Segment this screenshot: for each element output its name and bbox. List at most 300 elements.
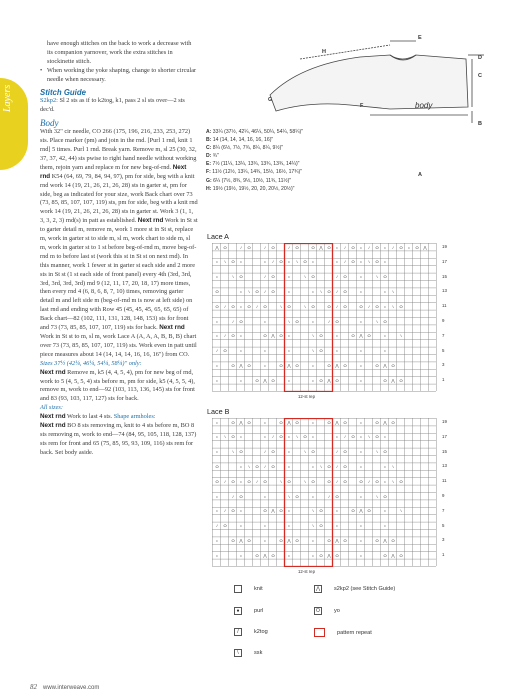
- bullet-yoke: • When working the yoke shaping, change to shorter circular needle when necessary.: [40, 67, 198, 85]
- chart-stitch: •: [384, 333, 386, 339]
- chart-stitch: O: [343, 419, 347, 425]
- chart-stitch: /: [368, 244, 370, 250]
- measurement-e: [206, 160, 506, 168]
- legend-yo: [314, 607, 340, 615]
- schematic-diagram: [240, 35, 500, 127]
- body-text-c: Work in St st to garter detail m, remove m, work 1 more st in St st, replace m, work in garter st to side m, sl m, work chart to side m, sl m, work in garter st to 1 st before beg-of-rnd m, move beg-of-rnd m to before last st (work this st in St st on next rnd). In this manner, work 1 fewer st in garter st each side and 2 more sts in St st (1 st each side of front panel) every 4th (3rd, 3rd, 3rd, 3rd, 3rd, 3rd) rnd 9 (12, 11, 17, 20, 18, 17) more times, then every rnd 4 (6, 8, 6, 8, 7, 10) times, removing garter detail m and left side m (beg-of-rnd m is now at left side) on last rnd and ending with Row 45 (45, 45, 45, 65, 65, 65) of Back chart—82 (102, 111, 131, 128, 148, 153) sts for front and 73 (73, 85, 85, 107, 107, 119) sts for back.: [40, 217, 198, 332]
- next-rnd-2: Next rnd: [137, 217, 164, 225]
- chart-stitch: O: [311, 478, 315, 484]
- row-number: 3: [442, 537, 445, 543]
- chart-stitch: O: [343, 537, 347, 543]
- stitch-guide-heading: Stitch Guide: [40, 87, 86, 97]
- legend-ssk-label: ssk: [254, 650, 263, 656]
- chart-stitch: •: [240, 303, 242, 309]
- chart-stitch: \: [232, 449, 234, 455]
- chart-stitch: ⋀: [239, 362, 243, 368]
- chart-stitch: O: [231, 537, 235, 543]
- legend-purl: [234, 607, 263, 615]
- chart-stitch: •: [312, 419, 314, 425]
- chart-stitch: •: [336, 259, 338, 265]
- chart-stitch: O: [287, 478, 291, 484]
- next-rnd-4: Next rnd: [40, 368, 66, 376]
- all-sizes-lead: Work to last 4 sts.: [67, 413, 113, 421]
- chart-stitch: ⋀: [287, 419, 291, 425]
- chart-stitch: •: [360, 552, 362, 558]
- chart-stitch: O: [271, 377, 275, 383]
- chart-stitch: O: [375, 303, 379, 309]
- chart-stitch: O: [343, 288, 347, 294]
- chart-stitch: •: [384, 463, 386, 469]
- next-rnd-6: Next rnd: [40, 422, 66, 430]
- chart-stitch: •: [312, 318, 314, 324]
- chart-stitch: •: [384, 478, 386, 484]
- chart-stitch: O: [271, 463, 275, 469]
- chart-stitch: /: [336, 303, 338, 309]
- chart-stitch: O: [351, 244, 355, 250]
- chart-stitch: O: [391, 419, 395, 425]
- meas-key-e: E:: [206, 161, 212, 168]
- chart-stitch: O: [263, 333, 267, 339]
- chart-stitch: O: [215, 463, 219, 469]
- legend-k2tog: [234, 628, 268, 636]
- legend-knit-label: knit: [254, 586, 263, 592]
- chart-stitch: O: [311, 274, 315, 280]
- chart-stitch: O: [295, 318, 299, 324]
- chart-stitch: O: [327, 463, 331, 469]
- chart-stitch: \: [232, 274, 234, 280]
- chart-stitch: \: [368, 259, 370, 265]
- chart-stitch: /: [344, 434, 346, 440]
- chart-stitch: O: [415, 244, 419, 250]
- body-text-b: K54 (64, 69, 79, 84, 94, 97), pm for side, beg with a knit rnd work 14 (19, 21, 26, 21, 26, 28) sts in garter st, pm for side, beg as indicated for your size, work Back chart over 73 (73, 85, 85, 107, 107, 119) sts, pm for side, beg with a knit rnd work 14 (19, 21, 26, 21, 26, 28) sts in garter st. Work 3 (1, 1, 3, 3, 2, 3) rnd(s) in patt as established.: [40, 172, 198, 225]
- chart-stitch: \: [320, 463, 322, 469]
- chart-stitch: /: [336, 274, 338, 280]
- repeat-label: 12-st rep: [298, 569, 315, 574]
- chart-stitch: •: [240, 434, 242, 440]
- chart-stitch: O: [255, 377, 259, 383]
- label-e: E: [418, 35, 422, 41]
- chart-stitch: O: [239, 493, 243, 499]
- row-number: 11: [442, 478, 447, 484]
- legend-knit: [234, 585, 263, 593]
- chart-stitch: •: [312, 288, 314, 294]
- chart-stitch: ⋀: [287, 362, 291, 368]
- chart-stitch: O: [383, 449, 387, 455]
- chart-stitch: /: [344, 259, 346, 265]
- chart-stitch: /: [224, 303, 226, 309]
- s2kp2-symbol: ⋀: [315, 586, 321, 592]
- chart-stitch: ⋀: [327, 377, 331, 383]
- sizes-para: [40, 369, 198, 405]
- shape-armholes: Shape armholes:: [113, 413, 156, 421]
- chart-stitch: O: [215, 303, 219, 309]
- chart-stitch: O: [383, 377, 387, 383]
- s2kp2-definition: [40, 97, 198, 115]
- chart-stitch: •: [240, 377, 242, 383]
- meas-key-c: C:: [206, 145, 212, 152]
- chart-stitch: O: [231, 434, 235, 440]
- chart-stitch: \: [312, 508, 314, 514]
- chart-stitch: O: [375, 259, 379, 265]
- row-number: 11: [442, 303, 447, 309]
- chart-stitch: /: [216, 348, 218, 354]
- body-para-1: [40, 128, 198, 360]
- chart-stitch: O: [375, 244, 379, 250]
- chart-stitch: \: [376, 274, 378, 280]
- chart-stitch: O: [263, 478, 267, 484]
- chart-stitch: O: [239, 449, 243, 455]
- chart-stitch: ⋀: [383, 537, 387, 543]
- chart-stitch: O: [375, 419, 379, 425]
- row-number: 1: [442, 552, 445, 558]
- lace-b-chart: [212, 418, 460, 578]
- chart-stitch: /: [328, 318, 330, 324]
- chart-stitch: •: [288, 434, 290, 440]
- chart-stitch: O: [391, 362, 395, 368]
- chart-stitch: O: [327, 244, 331, 250]
- meas-val-d: ¾": [212, 153, 219, 160]
- chart-stitch: •: [384, 259, 386, 265]
- lace-a-chart: [212, 243, 460, 403]
- chart-stitch: /: [288, 244, 290, 250]
- chart-stitch: O: [383, 274, 387, 280]
- chart-stitch: O: [359, 478, 363, 484]
- chart-stitch: /: [392, 244, 394, 250]
- chart-stitch: •: [360, 434, 362, 440]
- chart-stitch: \: [248, 463, 250, 469]
- chart-stitch: O: [279, 333, 283, 339]
- label-d: D: [478, 55, 482, 61]
- chart-stitch: \: [280, 303, 282, 309]
- meas-key-a: A:: [206, 129, 212, 135]
- chart-stitch: O: [239, 318, 243, 324]
- chart-stitch: O: [255, 552, 259, 558]
- meas-key-b: B:: [206, 137, 212, 144]
- chart-stitch: O: [231, 419, 235, 425]
- row-number: 17: [442, 433, 447, 439]
- chart-stitch: /: [344, 244, 346, 250]
- chart-stitch: •: [336, 523, 338, 529]
- footer-url: www.interweave.com: [43, 685, 100, 691]
- chart-stitch: O: [319, 523, 323, 529]
- chart-stitch: •: [288, 523, 290, 529]
- chart-stitch: O: [311, 303, 315, 309]
- repeat-symbol: [314, 628, 325, 637]
- chart-stitch: •: [288, 552, 290, 558]
- chart-stitch: O: [231, 478, 235, 484]
- chart-stitch: \: [312, 333, 314, 339]
- chart-stitch: •: [264, 362, 266, 368]
- chart-stitch: O: [247, 478, 251, 484]
- meas-key-f: F:: [206, 169, 211, 176]
- lace-b-title: Lace B: [207, 407, 230, 416]
- chart-stitch: /: [336, 449, 338, 455]
- chart-stitch: ⋀: [423, 244, 427, 250]
- chart-stitch: O: [327, 478, 331, 484]
- legend-repeat: [314, 628, 372, 637]
- chart-stitch: •: [288, 288, 290, 294]
- instructions-column: [40, 40, 198, 458]
- chart-stitch: •: [336, 434, 338, 440]
- chart-stitch: O: [255, 463, 259, 469]
- chart-stitch: /: [272, 434, 274, 440]
- knit-symbol: [234, 585, 242, 593]
- chart-stitch: •: [264, 348, 266, 354]
- chart-stitch: ⋀: [335, 537, 339, 543]
- chart-stitch: O: [231, 303, 235, 309]
- chart-stitch: •: [264, 318, 266, 324]
- row-number: 5: [442, 522, 445, 528]
- sizes-only-heading: Sizes 37½ (42¼, 46¼, 54¼, 58¼)" only:: [40, 359, 142, 367]
- chart-stitch: ⋀: [271, 333, 275, 339]
- row-number: 9: [442, 493, 445, 498]
- row-number: 13: [442, 463, 447, 469]
- section-tab: [0, 78, 28, 170]
- legend-s2kp2-label: s2kp2 (see Stitch Guide): [334, 586, 396, 592]
- chart-stitch: O: [359, 303, 363, 309]
- chart-stitch: /: [368, 303, 370, 309]
- chart-stitch: O: [287, 303, 291, 309]
- chart-stitch: O: [343, 478, 347, 484]
- chart-stitch: \: [320, 288, 322, 294]
- chart-stitch: \: [248, 288, 250, 294]
- chart-stitch: •: [288, 274, 290, 280]
- chart-stitch: /: [216, 523, 218, 529]
- s2kp2-text: Sl 2 sts as if to k2tog, k1, pass 2 sl sts over—2 sts dec'd.: [40, 97, 185, 114]
- label-h: H: [322, 49, 326, 55]
- chart-stitch: \: [368, 434, 370, 440]
- chart-stitch: •: [312, 463, 314, 469]
- chart-stitch: •: [264, 434, 266, 440]
- next-rnd-1: Next rnd: [40, 163, 187, 180]
- body-label: body: [415, 101, 433, 110]
- chart-stitch: O: [367, 508, 371, 514]
- measurement-h: [206, 185, 506, 193]
- chart-stitch: ⋀: [335, 419, 339, 425]
- chart-stitch: •: [312, 259, 314, 265]
- yo-symbol: O: [314, 607, 322, 615]
- chart-stitch: O: [255, 288, 259, 294]
- chart-stitch: O: [231, 259, 235, 265]
- chart-stitch: ⋀: [239, 537, 243, 543]
- chart-stitch: •: [288, 449, 290, 455]
- all-sizes-para: [40, 413, 198, 458]
- chart-stitch: •: [360, 377, 362, 383]
- row-number: 17: [442, 258, 447, 264]
- measurement-g: [206, 177, 506, 185]
- chart-stitch: •: [264, 419, 266, 425]
- chart-stitch: •: [216, 434, 218, 440]
- row-number: 5: [442, 347, 445, 353]
- chart-stitch: •: [288, 508, 290, 514]
- chart-stitch: •: [216, 419, 218, 425]
- meas-val-c: 8¼ (6½, 7½, 7¾, 8¼, 8¼, 9½)": [212, 145, 284, 152]
- chart-stitch: \: [376, 318, 378, 324]
- chart-stitch: O: [319, 333, 323, 339]
- chart-stitch: O: [351, 333, 355, 339]
- chart-stitch: •: [240, 348, 242, 354]
- chart-stitch: O: [215, 478, 219, 484]
- measurement-c: [206, 144, 506, 152]
- chart-stitch: O: [367, 333, 371, 339]
- chart-stitch: •: [216, 274, 218, 280]
- row-number: 19: [442, 244, 447, 249]
- row-number: 9: [442, 318, 445, 323]
- page-number: 82: [30, 683, 37, 691]
- next-rnd-5: Next rnd: [40, 413, 66, 421]
- chart-stitch: ⋀: [335, 362, 339, 368]
- chart-stitch: O: [399, 478, 403, 484]
- chart-stitch: •: [264, 259, 266, 265]
- legend-repeat-label: pattern repeat: [337, 629, 372, 636]
- chart-stitch: ⋀: [359, 333, 363, 339]
- chart-stitch: \: [312, 348, 314, 354]
- chart-stitch: •: [336, 348, 338, 354]
- chart-stitch: •: [312, 377, 314, 383]
- chart-stitch: \: [392, 303, 394, 309]
- chart-stitch: •: [240, 333, 242, 339]
- chart-stitch: O: [351, 508, 355, 514]
- chart-stitch: ⋀: [263, 377, 267, 383]
- chart-stitch: •: [360, 537, 362, 543]
- label-c: C: [478, 73, 482, 79]
- chart-stitch: O: [279, 259, 283, 265]
- chart-stitch: O: [247, 244, 251, 250]
- chart-stitch: O: [279, 434, 283, 440]
- chart-stitch: •: [264, 523, 266, 529]
- chart-stitch: O: [375, 434, 379, 440]
- chart-stitch: O: [295, 493, 299, 499]
- chart-stitch: O: [343, 303, 347, 309]
- meas-val-h: 19½ (19½, 19½, 20, 20, 20½, 20½)": [212, 185, 295, 192]
- measurement-a: [206, 128, 506, 136]
- chart-stitch: •: [384, 244, 386, 250]
- chart-stitch: O: [295, 537, 299, 543]
- chart-stitch: O: [327, 537, 331, 543]
- chart-stitch: •: [360, 274, 362, 280]
- chart-stitch: ⋀: [327, 552, 331, 558]
- chart-stitch: /: [240, 244, 242, 250]
- chart-stitch: O: [279, 362, 283, 368]
- chart-stitch: •: [360, 348, 362, 354]
- chart-stitch: \: [400, 508, 402, 514]
- chart-stitch: O: [303, 259, 307, 265]
- chart-stitch: O: [399, 303, 403, 309]
- chart-stitch: O: [343, 274, 347, 280]
- chart-stitch: O: [279, 419, 283, 425]
- sizes-text: Remove m, k5 (4, 4, 5, 4), pm for new beg of rnd, work to 5 (4, 5, 5, 4) sts before m, pm for side, k5 (4, 5, 5, 4), remove m, work to end—92 (103, 113, 136, 145) sts for front and 83 (93, 103, 117, 127) sts for back.: [40, 368, 195, 403]
- chart-stitch: O: [343, 449, 347, 455]
- body-text-a: With 32" cir needle, CO 266 (175, 196, 216, 233, 253, 272) sts. Place marker (pm) and join in the rnd. [Purl 1 rnd, knit 1 rnd] 5 times. Purl 1 rnd. Break yarn. Remove m, sl 25 (30, 32, 37, 37, 42, 44) sts pwise to right hand needle without working them, rejoin yarn and replace m for new beg-of-rnd.: [40, 128, 197, 171]
- chart-stitch: O: [271, 244, 275, 250]
- chart-stitch: •: [360, 318, 362, 324]
- chart-stitch: /: [336, 288, 338, 294]
- chart-stitch: \: [304, 449, 306, 455]
- chart-stitch: O: [399, 244, 403, 250]
- chart-stitch: O: [231, 362, 235, 368]
- chart-stitch: O: [399, 552, 403, 558]
- measurement-b: [206, 136, 506, 144]
- chart-stitch: O: [271, 274, 275, 280]
- label-g: G: [268, 97, 273, 103]
- chart-stitch: O: [263, 303, 267, 309]
- k2tog-symbol: /: [234, 628, 242, 636]
- chart-stitch: O: [319, 552, 323, 558]
- chart-stitch: •: [216, 493, 218, 499]
- chart-stitch: /: [256, 303, 258, 309]
- chart-stitch: •: [288, 348, 290, 354]
- chart-stitch: O: [335, 493, 339, 499]
- row-number: 19: [442, 419, 447, 424]
- chart-stitch: O: [327, 419, 331, 425]
- chart-stitch: \: [296, 259, 298, 265]
- chart-stitch: •: [240, 508, 242, 514]
- chart-stitch: O: [271, 288, 275, 294]
- body-heading: Body: [40, 118, 59, 129]
- chart-stitch: ⋀: [359, 508, 363, 514]
- chart-stitch: O: [231, 508, 235, 514]
- chart-stitch: •: [240, 478, 242, 484]
- row-number: 15: [442, 448, 447, 454]
- chart-stitch: O: [247, 303, 251, 309]
- row-number: 3: [442, 362, 445, 368]
- label-b: B: [478, 121, 482, 127]
- chart-stitch: •: [312, 537, 314, 543]
- chart-stitch: •: [288, 377, 290, 383]
- chart-stitch: O: [223, 523, 227, 529]
- chart-stitch: •: [312, 493, 314, 499]
- chart-stitch: O: [383, 552, 387, 558]
- chart-stitch: O: [271, 552, 275, 558]
- chart-stitch: •: [216, 333, 218, 339]
- chart-stitch: \: [296, 434, 298, 440]
- chart-stitch: O: [247, 537, 251, 543]
- chart-stitch: O: [375, 362, 379, 368]
- chart-stitch: •: [288, 333, 290, 339]
- chart-stitch: ⋀: [239, 419, 243, 425]
- chart-stitch: •: [312, 552, 314, 558]
- chart-stitch: \: [392, 478, 394, 484]
- chart-stitch: O: [327, 303, 331, 309]
- chart-stitch: •: [288, 463, 290, 469]
- chart-stitch: O: [351, 434, 355, 440]
- chart-stitch: •: [336, 333, 338, 339]
- chart-stitch: O: [319, 508, 323, 514]
- chart-stitch: •: [384, 523, 386, 529]
- chart-stitch: /: [272, 259, 274, 265]
- row-number: 1: [442, 377, 445, 383]
- all-sizes-text: BO 8 sts removing m, knit to 4 sts before m, BO 8 sts removing m, work to end—74 (84, 95, 105, 118, 128, 137) sts rem for front and 65 (75, 85, 95, 93, 109, 116) sts rem for back. Set body aside.: [40, 422, 197, 456]
- chart-stitch: •: [216, 449, 218, 455]
- chart-stitch: O: [343, 463, 347, 469]
- chart-stitch: /: [264, 244, 266, 250]
- legend-yo-label: yo: [334, 608, 340, 614]
- chart-stitch: •: [216, 259, 218, 265]
- chart-stitch: O: [263, 508, 267, 514]
- chart-stitch: ⋀: [391, 377, 395, 383]
- chart-stitch: \: [312, 523, 314, 529]
- meas-val-b: 14 (14, 14, 14, 16, 16, 16)": [212, 137, 274, 144]
- chart-stitch: •: [336, 244, 338, 250]
- meas-val-e: 7½ (11¼, 13¼, 13¾, 13¾, 13¾, 14¼)": [212, 161, 300, 168]
- para-continued: have enough stitches on the back to work a decrease with its companion yarnover, work the extra stitches in stockinette stitch.: [47, 40, 192, 65]
- chart-stitch: /: [256, 478, 258, 484]
- chart-stitch: ⋀: [271, 508, 275, 514]
- purl-symbol: ●: [234, 607, 242, 615]
- chart-stitch: •: [216, 362, 218, 368]
- meas-val-a: 33¼ (37½, 42¼, 46¼, 50¼, 54¼, 58¼)": [212, 129, 303, 135]
- chart-stitch: •: [360, 362, 362, 368]
